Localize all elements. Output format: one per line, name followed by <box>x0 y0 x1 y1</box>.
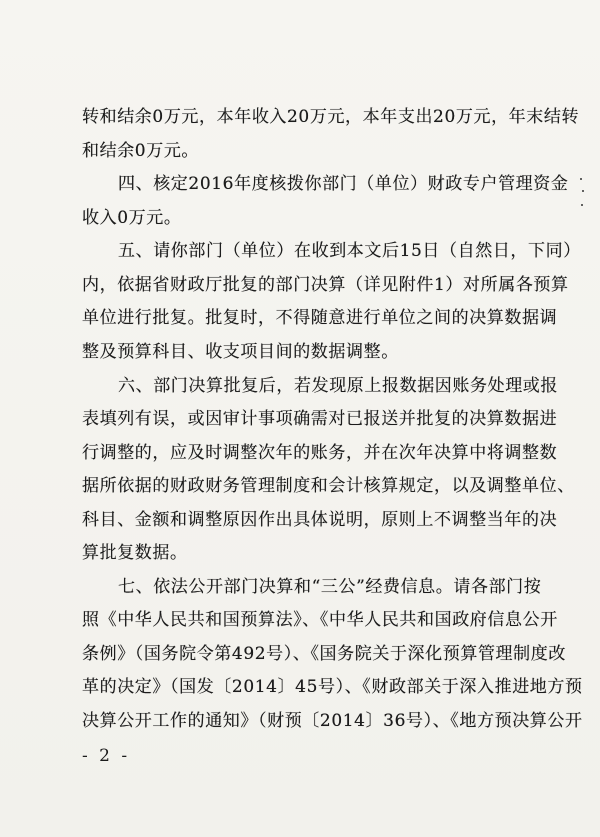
text-line: 表填列有误，或因审计事项确需对已报送并批复的决算数据进 <box>82 409 558 429</box>
text-line: 科目、金额和调整原因作出具体说明，原则上不调整当年的决 <box>82 510 558 530</box>
text-line: 七、依法公开部门决算和“三公”经费信息。请各部门按 <box>118 577 542 597</box>
text-line: 五、请你部门（单位）在收到本文后15日（自然日，下同） <box>118 241 581 261</box>
text-line: 六、部门决算批复后，若发现原上报数据因账务处理或报 <box>118 376 558 396</box>
text-line: 四、核定2016年度核拨你部门（单位）财政专户管理资金 <box>118 174 569 194</box>
text-line: 照《中华人民共和国预算法》、《中华人民共和国政府信息公开 <box>82 610 558 630</box>
text-line: 单位进行批复。批复时，不得随意进行单位之间的决算数据调 <box>82 308 558 328</box>
text-line: 条例》（国务院令第492号）、《国务院关于深化预算管理制度改 <box>82 644 566 664</box>
text-line: 收入0万元。 <box>82 208 182 228</box>
text-line: 内，依据省财政厅批复的部门决算（详见附件1）对所属各预算 <box>82 275 569 295</box>
text-line: 革的决定》（国发〔2014〕45号）、《财政部关于深入推进地方预 <box>82 677 583 697</box>
text-line: 转和结余0万元，本年收入20万元，本年支出20万元，年末结转 <box>82 107 580 127</box>
text-line: 行调整的，应及时调整次年的账务，并在次年决算中将调整数 <box>82 443 558 463</box>
text-line: 决算公开工作的通知》（财预〔2014〕36号）、《地方预决算公开 <box>82 711 583 731</box>
text-line: 据所依据的财政财务管理制度和会计核算规定，以及调整单位、 <box>82 476 575 496</box>
text-line: 算批复数据。 <box>82 543 188 563</box>
page-number: - 2 - <box>82 746 131 766</box>
margin-mark <box>578 176 586 216</box>
text-line: 和结余0万元。 <box>82 141 200 161</box>
text-line: 整及预算科目、收支项目间的数据调整。 <box>82 342 399 362</box>
